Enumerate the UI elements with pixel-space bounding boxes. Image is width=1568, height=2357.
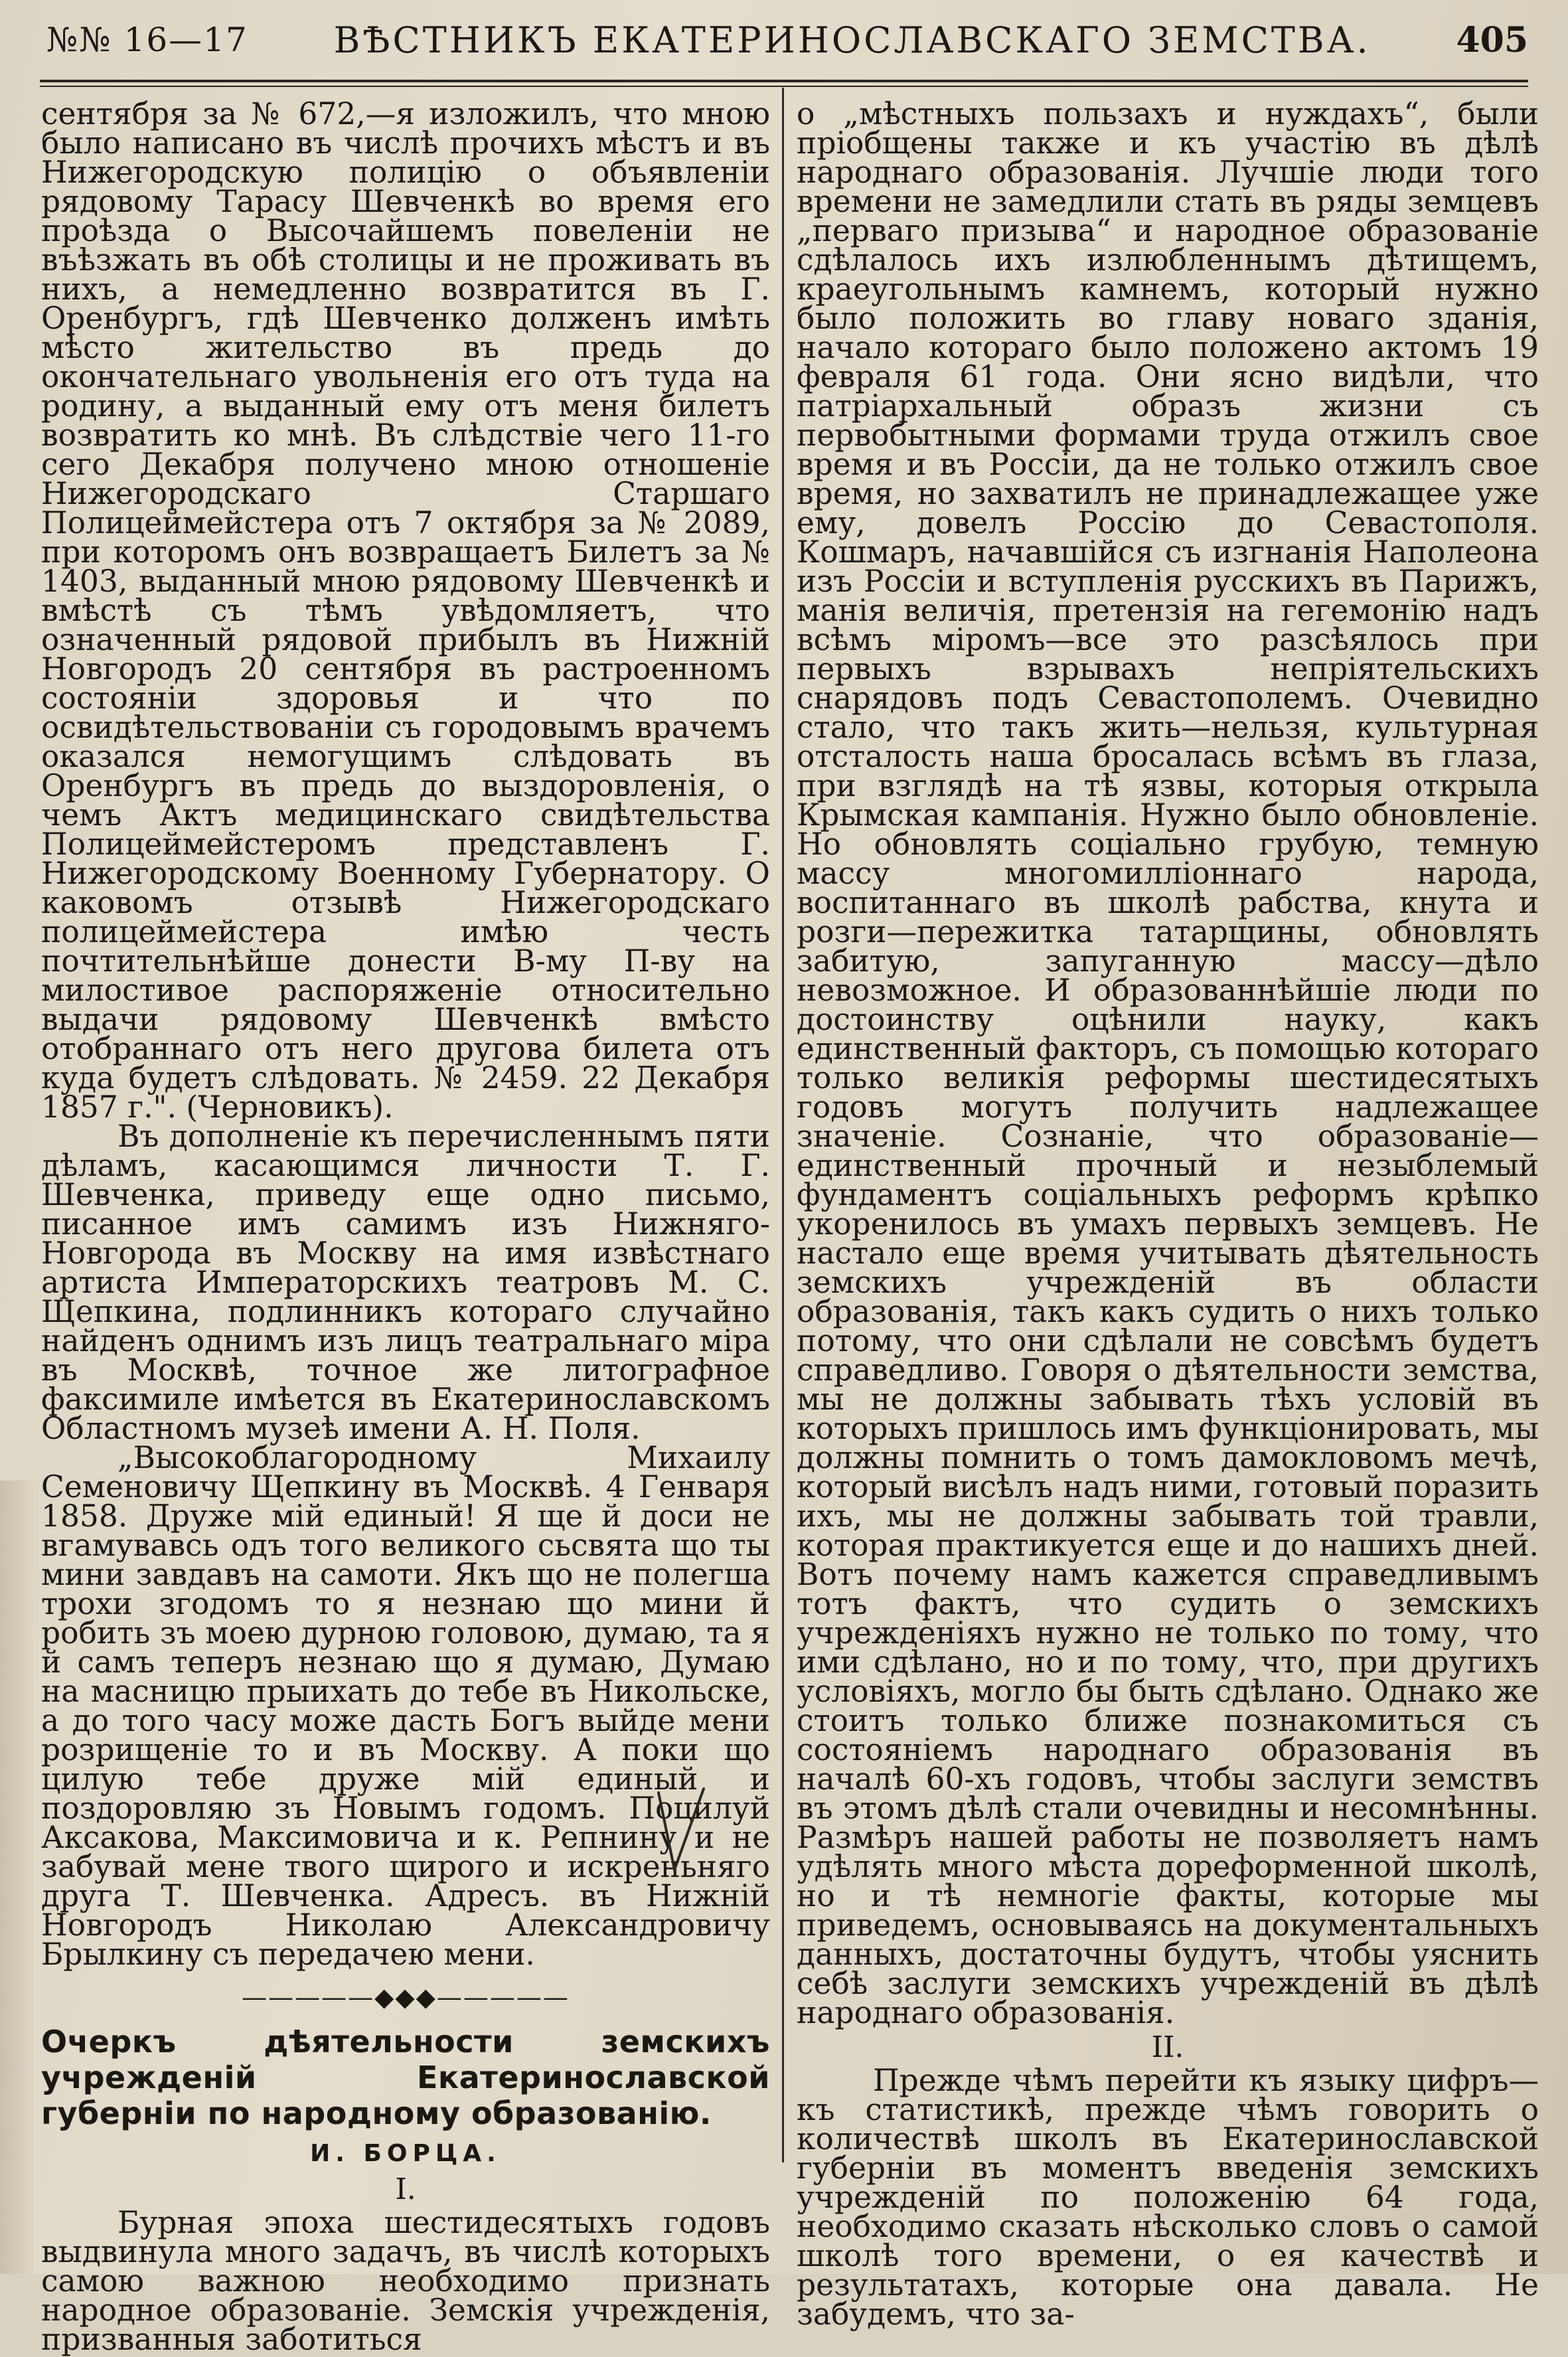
handwritten-check-mark: [655, 1785, 708, 1878]
paragraph-article-continued: о „мѣстныхъ пользахъ и нуждахъ“, были пріобщены также и къ участію въ дѣлѣ народнаго образованія. Лучшіе люди того времени не замедлили стать въ ряды земцевъ „перваго призыва“ и народное образованіе сдѣлалось ихъ излюбленнымъ дѣтищемъ, краеугольнымъ камнемъ, который нужно было положить во главу новаго зданія, начало котораго было положено актомъ 19 февраля 61 года. Они ясно видѣли, что патріархальный образъ жизни съ первобытными формами труда отжилъ свое время и въ Россіи, да не только отжилъ свое время, но захватилъ не принадлежащее уже ему, довелъ Россію до Севастополя. Кошмаръ, начавшійся съ изгнанія Наполеона изъ Россіи и вступленія русскихъ въ Парижъ, манія величія, претензія на гегемонію надъ всѣмъ міромъ—все это разсѣялось при первыхъ взрывахъ непріятельскихъ снарядовъ подъ Севастополемъ. Очевидно стало, что такъ жить—нельзя, культурная отсталость наша бросалась всѣмъ въ глаза, при взглядѣ на тѣ язвы, которыя открыла Крымская кампанія. Нужно было обновленіе. Но обновлять соціально грубую, темную массу многомилліоннаго народа, воспитаннаго въ школѣ рабства, кнута и розги—пережитка татарщины, обновлять забитую, запуганную массу—дѣло невозможное. И образованнѣйшіе люди по достоинству оцѣнили науку, какъ единственный факторъ, съ помощью котораго только великія реформы шестидесятыхъ годовъ могутъ получить надлежащее значеніе. Сознаніе, что образованіе—единственный прочный и незыблемый фундаментъ соціальныхъ реформъ крѣпко укоренилось въ умахъ первыхъ земцевъ. Не настало еще время учитывать дѣятельность земскихъ учрежденій въ области образованія, такъ какъ судить о нихъ только потому, что они сдѣлали не совсѣмъ будетъ справедливо. Говоря о дѣятельности земства, мы не должны забывать тѣхъ условій въ которыхъ пришлось имъ функціонировать, мы должны помнить о томъ дамокловомъ мечѣ, который висѣлъ надъ ними, готовый поразить ихъ, мы не должны забывать той травли, которая практикуется еще и до нашихъ дней. Вотъ почему намъ кажется справедливымъ тотъ фактъ, что судить о земскихъ учрежденіяхъ нужно не только по тому, что ими сдѣлано, но и по тому, что, при другихъ условіяхъ, могло бы быть сдѣлано. Однако же стоитъ только ближе познакомиться съ состояніемъ народнаго образованія въ началѣ 60-хъ годовъ, чтобы заслуги земствъ въ этомъ дѣлѣ стали очевидны и несомнѣнны. Размѣръ нашей работы не позволяетъ намъ удѣлять много мѣста дореформенной школѣ, но и тѣ немногіе факты, которые мы приведемъ, основываясь на документальныхъ данныхъ, достаточны будутъ, чтобы уяснить себѣ заслуги земскихъ учрежденій въ дѣлѣ народнаго образованія.: [797, 96, 1539, 2030]
journal-title: ВѢСТНИКЪ ЕКАТЕРИНОСЛАВСКАГО ЗЕМСТВА.: [333, 19, 1371, 61]
section-ornament: —————◆◆◆—————: [242, 1983, 570, 2012]
header-rule-thin: [40, 86, 1528, 87]
paragraph-section-two: Прежде чѣмъ перейти къ языку цифръ—къ статистикѣ, прежде чѣмъ говорить о количествѣ школъ въ Екатеринославской губерніи въ моментъ введенія земскихъ учрежденій по положенію 64 года, необходимо сказать нѣсколько словъ о самой школѣ того времени, о ея качествѣ и результатахъ, которые она давала. Не забудемъ, что за-: [797, 2063, 1539, 2332]
paragraph-report: сентября за № 672,—я изложилъ, что мною было написано въ числѣ прочихъ мѣстъ и въ Нижегородскую полицію о объявленіи рядовому Тарасу Шевченкѣ во время его проѣзда о Высочайшемъ повеленіи не въѣзжать въ обѣ столицы и не проживать въ нихъ, а немедленно возвратится въ Г. Оренбургъ, гдѣ Шевченко долженъ имѣть мѣсто жительство въ предь до окончательнаго увольненія его отъ туда на родину, а выданный ему отъ меня билетъ возвратить ко мнѣ. Въ слѣдствіе чего 11-го сего Декабря получено мною отношеніе Нижегородскаго Старшаго Полицеймейстера отъ 7 октября за № 2089, при которомъ онъ возвращаетъ Билетъ за № 1403, выданный мною рядовому Шевченкѣ и вмѣстѣ съ тѣмъ увѣдомляетъ, что означенный рядовой прибылъ въ Нижній Новгородъ 20 сентября въ растроенномъ состояніи здоровья и что по освидѣтельствованіи съ городовымъ врачемъ оказался немогущимъ слѣдовать въ Оренбургъ въ предь до выздоровленія, о чемъ Актъ медицинскаго свидѣтельства Полицеймейстеромъ представленъ Г. Нижегородскому Военному Губернатору. О каковомъ отзывѣ Нижегородскаго полицеймейстера имѣю честь почтительнѣйше донести В-му П-ву на милостивое распоряженіе относительно выдачи рядовому Шевченкѣ вмѣсто отобраннаго отъ него другова билета отъ куда будетъ слѣдовать. № 2459. 22 Декабря 1857 г.". (Черновикъ).: [41, 96, 770, 1125]
column-divider: [782, 88, 784, 2162]
paragraph-letter-intro: Въ дополненіе къ перечисленнымъ пяти дѣламъ, касающимся личности Т. Г. Шевченка, приведу еще одно письмо, писанное имъ самимъ изъ Нижняго-Новгорода въ Москву на имя извѣстнаго артиста Императорскихъ театровъ М. С. Щепкина, подлинникъ котораго случайно найденъ однимъ изъ лицъ театральнаго міра въ Москвѣ, точное же литографное факсимиле имѣется въ Екатеринославскомъ Областномъ музеѣ имени А. Н. Поля.: [41, 1119, 770, 1446]
section-number-2: II.: [1151, 2030, 1184, 2064]
article-title: Очеркъ дѣятельности земскихъ учрежденій Екатеринославской губерніи по народному образованію.: [41, 2024, 770, 2131]
page-number: 405: [1456, 19, 1528, 60]
header-rule: [40, 80, 1528, 82]
right-column: [797, 96, 1539, 2332]
article-author: И. БОРЦА.: [310, 2140, 501, 2167]
paragraph-letter-text: „Высокоблагородному Михаилу Семеновичу Щепкину въ Москвѣ. 4 Генваря 1858. Друже мій единый! Я ще й доси не вгамувавсь одъ того великого сьсвята що ты мини завдавъ на самоти. Якъ що не полегша трохи згодомъ то я незнаю що мини й робить зъ моею дурною головою, думаю, та я й самъ теперъ незнаю що я думаю, Думаю на масницю прыихать до тебе въ Никольске, а до того часу може дасть Богъ выйде мени розрищеніе то и въ Москву. А поки що цилую тебе друже мій единый и поздоровляю зъ Новымъ годомъ. Поцилуй Аксакова, Максимовича и к. Репнину и не забувай мене твого щирого и искреньняго друга Т. Шевченка. Адресъ. въ Нижній Новгородъ Николаю Александровичу Брылкину съ передачею мени.: [41, 1440, 770, 1972]
page-edge-shadow: [0, 1481, 33, 2274]
paragraph-article-start: Бурная эпоха шестидесятыхъ годовъ выдвинула много задачъ, въ числѣ которыхъ самою важною необходимо признать народное образованіе. Земскія учрежденія, призванныя заботиться: [41, 2205, 770, 2357]
issue-number: №№ 16—17: [46, 21, 248, 59]
page-header: [46, 9, 1528, 70]
section-number-1: I.: [395, 2172, 416, 2206]
